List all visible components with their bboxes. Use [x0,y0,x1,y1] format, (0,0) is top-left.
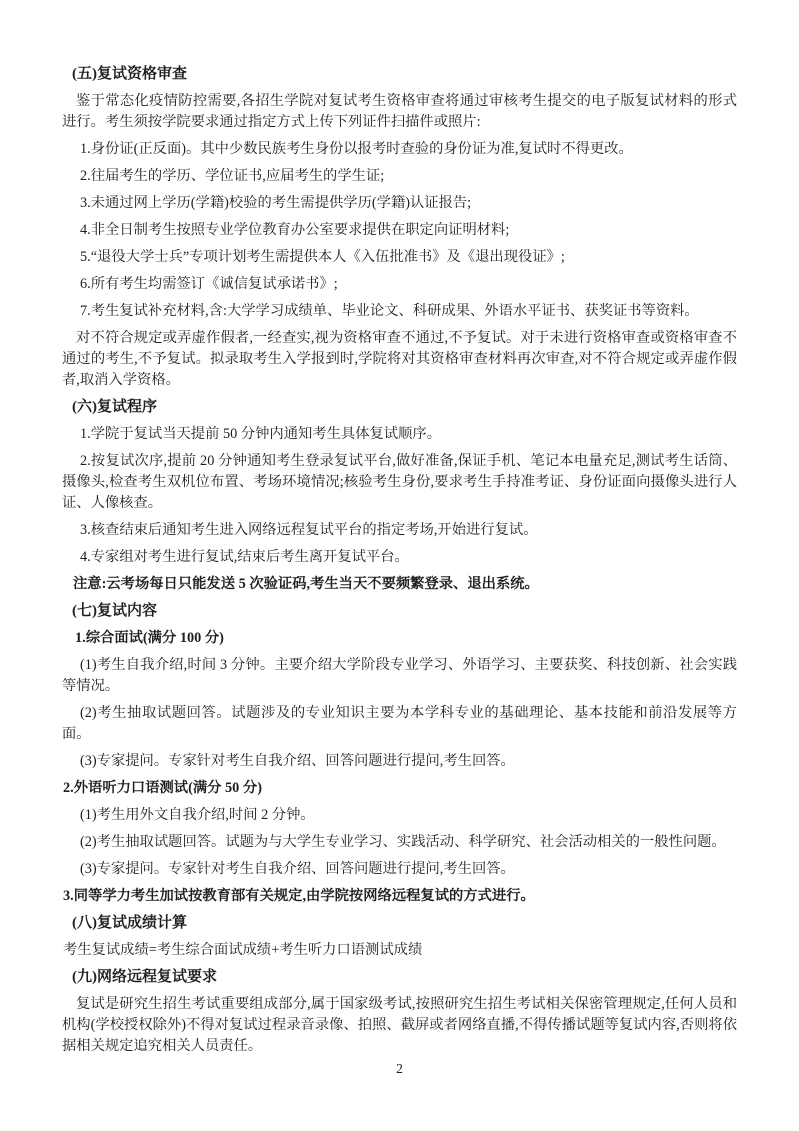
list-item: (2)考生抽取试题回答。试题涉及的专业知识主要为本学科专业的基础理论、基本技能和前沿发展等方面。 [62,705,737,742]
list-item: 1.身份证(正反面)。其中少数民族考生身份以报考时查验的身份证为准,复试时不得更改。 [80,141,633,157]
sub-heading: 2.外语听力口语测试(满分 50 分) [63,780,262,796]
list-item: (3)专家提问。专家针对考生自我介绍、回答问题进行提问,考生回答。 [80,861,515,877]
list-item: (3)专家提问。专家针对考生自我介绍、回答问题进行提问,考生回答。 [80,753,515,769]
sub-heading: 1.综合面试(满分 100 分) [75,630,224,646]
score-formula: 考生复试成绩=考生综合面试成绩+考生听力口语测试成绩 [63,942,423,958]
notice-line: 注意:云考场每日只能发送 5 次验证码,考生当天不要频繁登录、退出系统。 [73,576,539,592]
list-item: (2)考生抽取试题回答。试题为与大学生专业学习、实践活动、科学研究、社会活动相关的一般性问题。 [80,834,726,850]
section-heading: (七)复试内容 [72,603,157,619]
paragraph: 复试是研究生招生考试重要组成部分,属于国家级考试,按照研究生招生考试相关保密管理规定,任何人员和机构(学校授权除外)不得对复试过程录音录像、拍照、截屏或者网络直播,不得传播试题等复试内容,否则将依据相关规定追究相关人员责任。 [62,996,737,1054]
section-heading: (八)复试成绩计算 [72,915,187,931]
section-heading: (五)复试资格审查 [72,66,187,82]
list-item: 4.非全日制考生按照专业学位教育办公室要求提供在职定向证明材料; [80,222,510,238]
paragraph: 鉴于常态化疫情防控需要,各招生学院对复试考生资格审查将通过审核考生提交的电子版复试材料的形式进行。考生须按学院要求通过指定方式上传下列证件扫描件或照片: [62,93,737,130]
section-heading: (六)复试程序 [72,399,157,415]
page-number: 2 [396,1061,403,1076]
list-item: 3.核查结束后通知考生进入网络远程复试平台的指定考场,开始进行复试。 [80,522,538,538]
list-item: 6.所有考生均需签订《诚信复试承诺书》; [80,276,338,292]
document-body [62,64,737,1057]
paragraph: 对不符合规定或弄虚作假者,一经查实,视为资格审查不通过,不予复试。对于未进行资格审查或资格审查不通过的考生,不予复试。拟录取考生入学报到时,学院将对其资格审查材料再次审查,对不符合规定或弄虚作假者,取消入学资格。 [62,330,737,388]
list-item: 5.“退役大学士兵”专项计划考生需提供本人《入伍批准书》及《退出现役证》; [80,249,565,265]
list-item: 4.专家组对考生进行复试,结束后考生离开复试平台。 [80,549,409,565]
list-item: 1.学院于复试当天提前 50 分钟内通知考生具体复试顺序。 [80,426,441,442]
list-item: 2.往届考生的学历、学位证书,应届考生的学生证; [80,168,385,184]
section-heading: (九)网络远程复试要求 [72,969,217,985]
list-item: 3.未通过网上学历(学籍)校验的考生需提供学历(学籍)认证报告; [80,195,472,211]
list-item: 7.考生复试补充材料,含:大学学习成绩单、毕业论文、科研成果、外语水平证书、获奖证书等资料。 [80,303,699,319]
sub-heading: 3.同等学力考生加试按教育部有关规定,由学院按网络远程复试的方式进行。 [63,888,535,904]
list-item: (1)考生用外文自我介绍,时间 2 分钟。 [80,807,315,823]
list-item: 2.按复试次序,提前 20 分钟通知考生登录复试平台,做好准备,保证手机、笔记本电量充足,测试考生话筒、摄像头,检查考生双机位布置、考场环境情况;核验考生身份,要求考生手持准考证、身份证面向摄像头进行人证、人像核查。 [62,453,737,511]
list-item: (1)考生自我介绍,时间 3 分钟。主要介绍大学阶段专业学习、外语学习、主要获奖、科技创新、社会实践等情况。 [62,657,737,694]
